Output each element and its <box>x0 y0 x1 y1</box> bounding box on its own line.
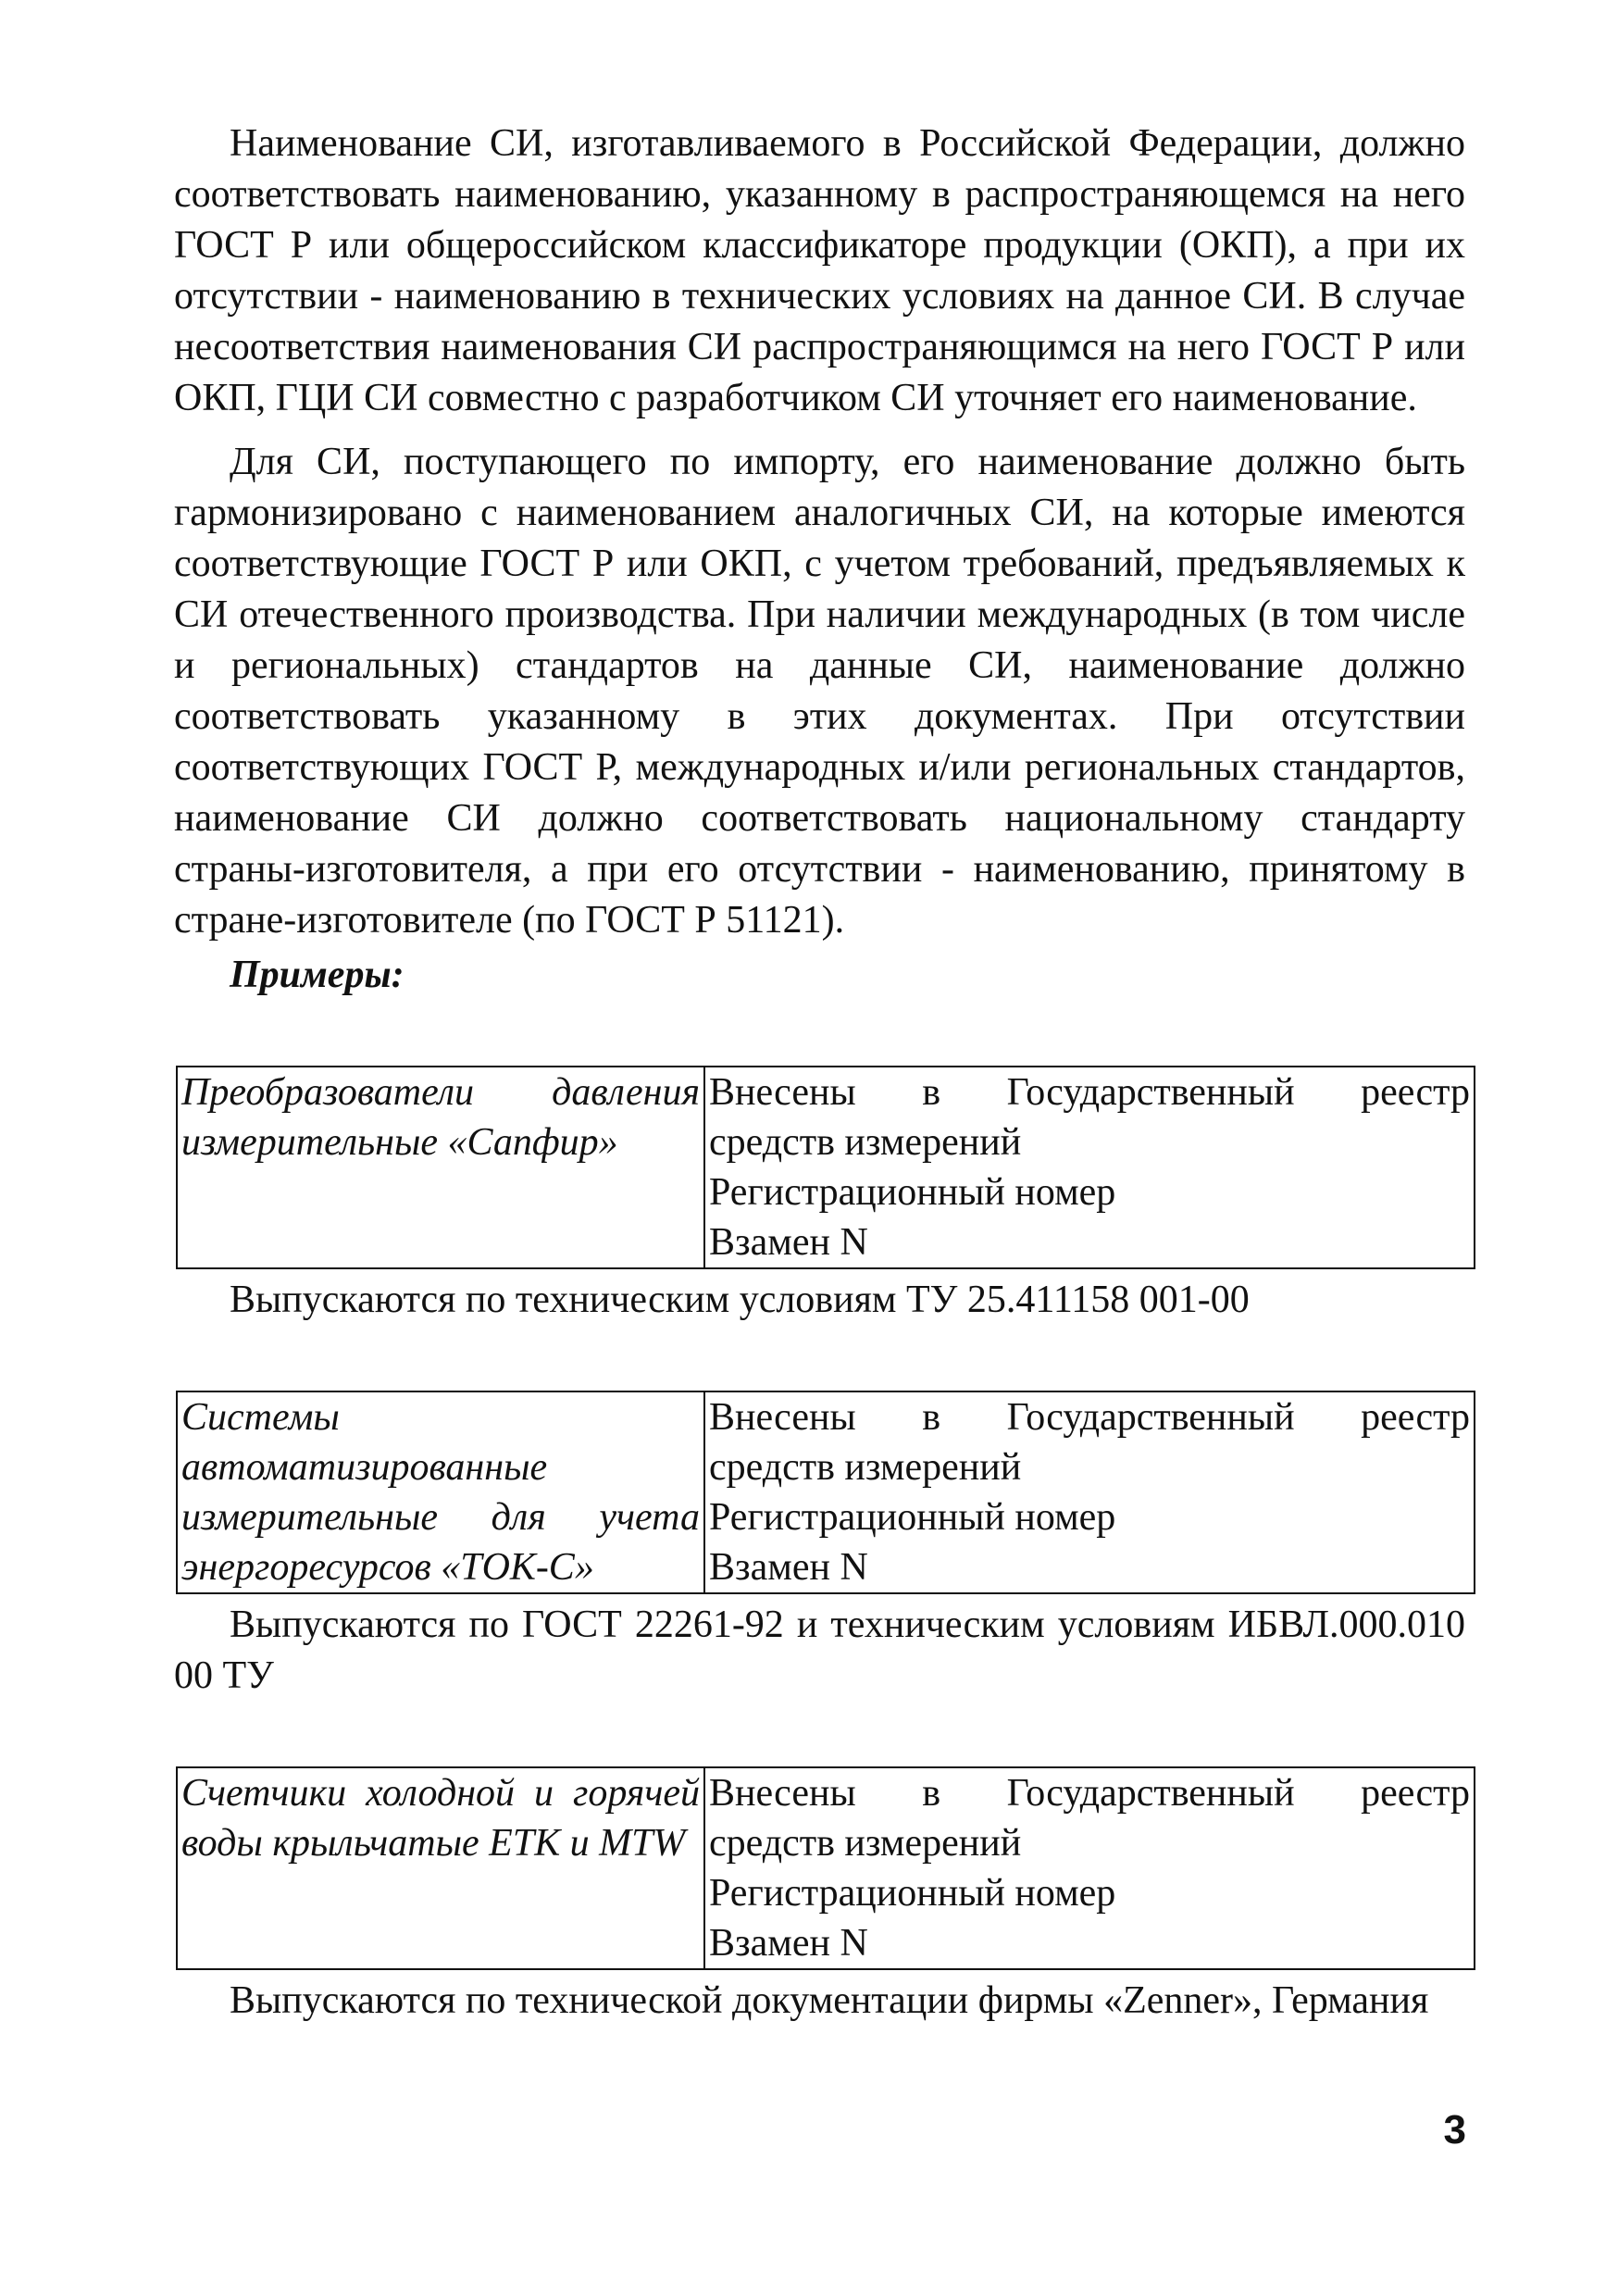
instrument-name-cell <box>177 1067 704 1268</box>
paragraph-naming-import: Для СИ, поступающего по импорту, его наименование должно быть гармонизировано с наименованием аналогичных СИ, на которые имеются соответствующие ГОСТ Р или ОКП, с учетом требований, предъявляемых к СИ отечественного производства. При наличии международных (в том числе и региональных) стандартов на данные СИ, наименование должно соответствовать указанному в этих документах. При отсутствии соответствующих ГОСТ Р, международных и/или региональных стандартов, наименование СИ должно соответствовать национальному стандарту страны-изготовителя, а при его отсутствии - наименованию, принятому в стране-изготовителе (по ГОСТ Р 51121). <box>174 441 1465 942</box>
registry-line: средств измерений <box>709 1822 1022 1865</box>
example-note-1: Выпускаются по техническим условиям ТУ 25.411158 001-00 <box>230 1279 1250 1321</box>
table-row <box>177 1067 1475 1268</box>
example-note-2: Выпускаются по ГОСТ 22261-92 и техническим условиям ИБВЛ.000.010 00 ТУ <box>174 1603 1465 1697</box>
registry-line: Взамен N <box>709 1221 868 1264</box>
registry-line: Регистрационный номер <box>709 1496 1116 1539</box>
registry-line: Внесены в Государственный реестр <box>709 1772 1470 1815</box>
registry-line: Взамен N <box>709 1546 868 1589</box>
instrument-name: Преобразователи давления измерительные «Сапфир» <box>181 1071 700 1164</box>
document-page <box>174 119 1470 2027</box>
registry-line: Регистрационный номер <box>709 1872 1116 1915</box>
registry-cell <box>704 1767 1475 1969</box>
registry-line: Внесены в Государственный реестр <box>709 1396 1470 1439</box>
instrument-name-cell <box>177 1767 704 1969</box>
registry-cell <box>704 1067 1475 1268</box>
example-table-3 <box>176 1766 1475 1970</box>
instrument-name-cell <box>177 1391 704 1593</box>
instrument-name: Счетчики холодной и горячей воды крыльчатые ЕТК и MTW <box>181 1772 700 1865</box>
paragraph-naming-domestic: Наименование СИ, изготавливаемого в Российской Федерации, должно соответствовать наименованию, указанному в распространяющемся на него ГОСТ Р или общероссийском классификаторе продукции (ОКП), а при их отсутствии - наименованию в технических условиях на данное СИ. В случае несоответствия наименования СИ распространяющимся на него ГОСТ Р или ОКП, ГЦИ СИ совместно с разработчиком СИ уточняет его наименование. <box>174 122 1465 419</box>
example-note-3: Выпускаются по технической документации фирмы «Zenner», Германия <box>230 1979 1429 2022</box>
examples-heading: Примеры: <box>230 954 404 996</box>
instrument-name: Системы автоматизированные измерительные для учета энергоресурсов «ТОК-С» <box>181 1396 700 1589</box>
example-table-1 <box>176 1066 1475 1269</box>
table-row <box>177 1767 1475 1969</box>
registry-cell <box>704 1391 1475 1593</box>
table-row <box>177 1391 1475 1593</box>
registry-line: средств измерений <box>709 1121 1022 1164</box>
example-table-2 <box>176 1391 1475 1594</box>
page-number: 3 <box>1443 2107 1466 2152</box>
registry-line: средств измерений <box>709 1446 1022 1489</box>
registry-line: Взамен N <box>709 1922 868 1965</box>
registry-line: Внесены в Государственный реестр <box>709 1071 1470 1114</box>
registry-line: Регистрационный номер <box>709 1171 1116 1214</box>
